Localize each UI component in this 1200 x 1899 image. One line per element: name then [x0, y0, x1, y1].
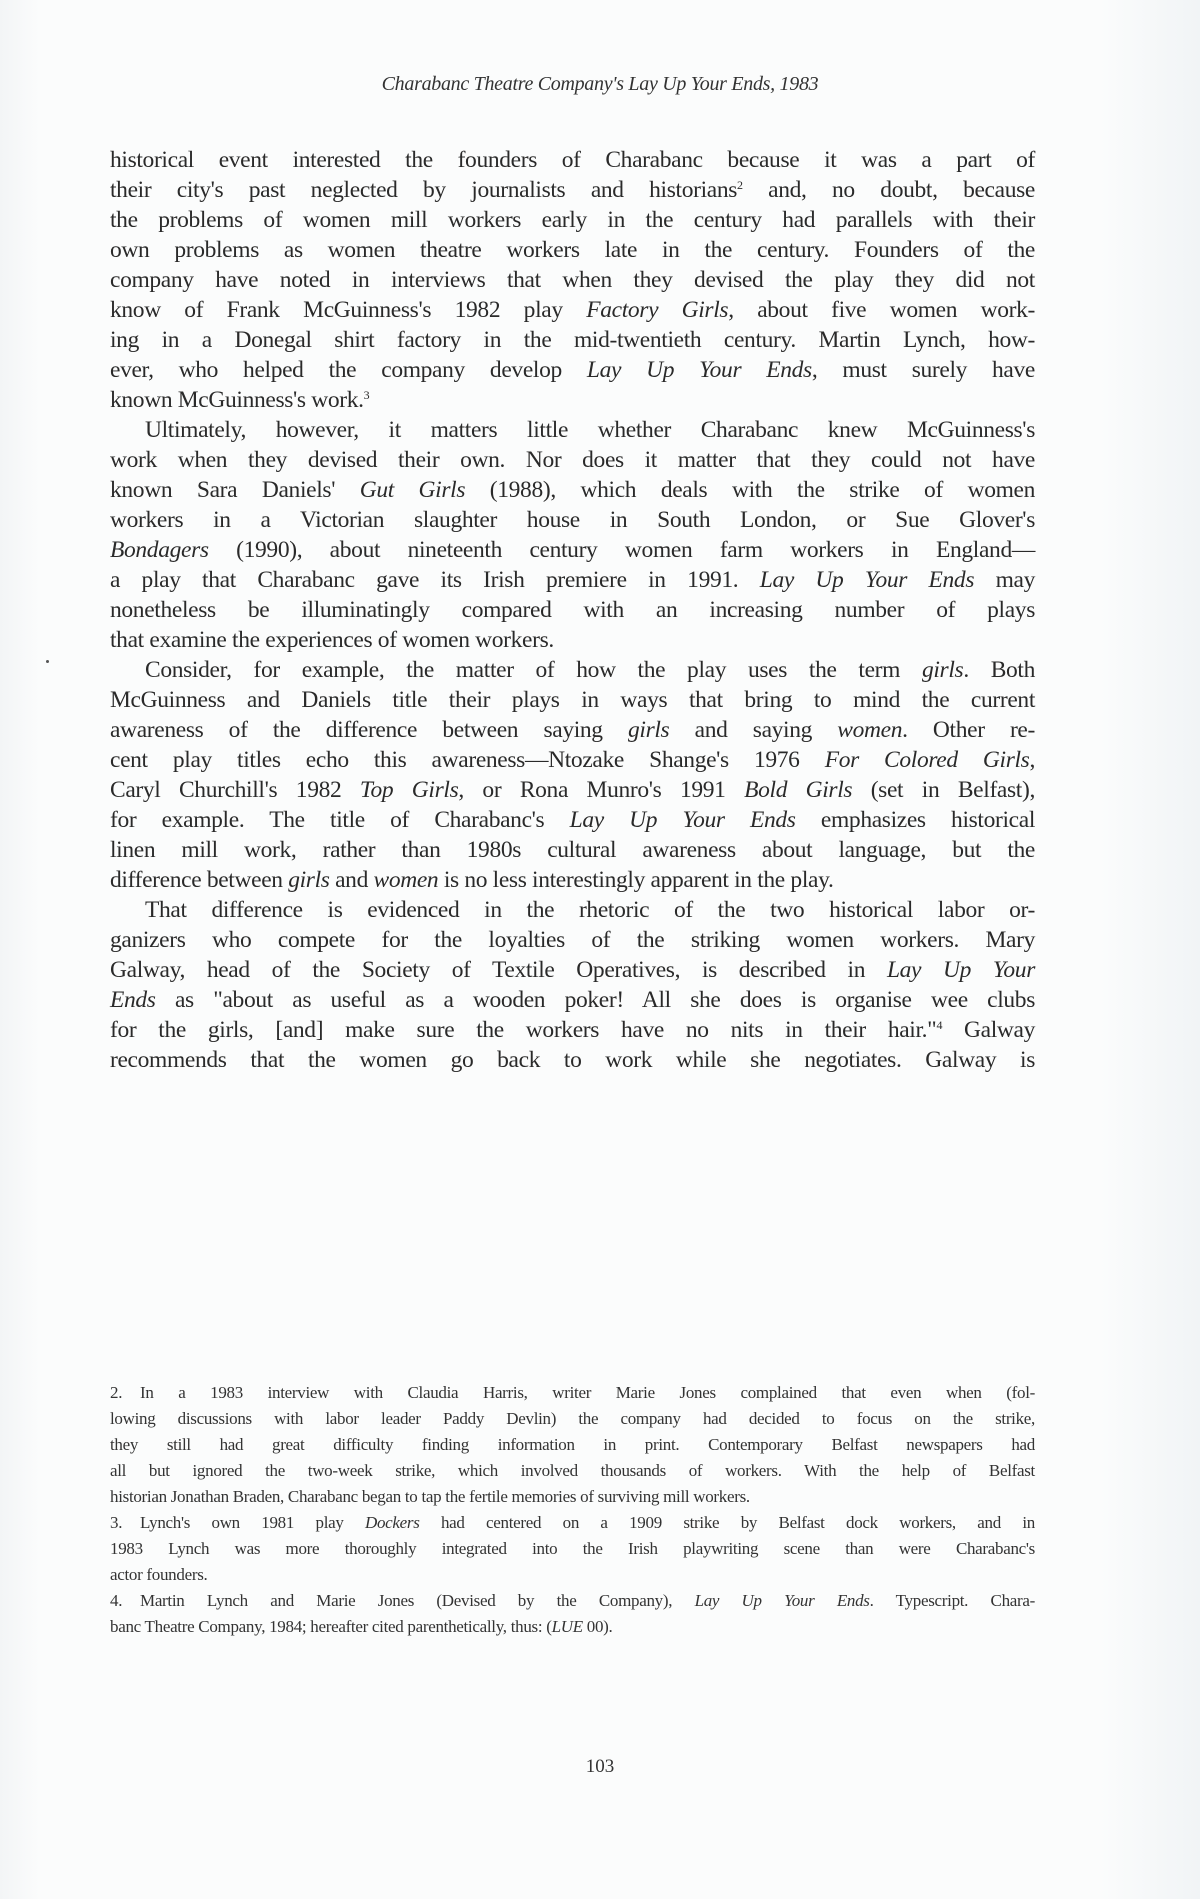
text-run: ever, who helped the company develop: [110, 357, 587, 383]
text-line: [110, 565, 1035, 595]
italic-term: girls: [921, 657, 964, 683]
footnote-line: [110, 1614, 1035, 1640]
text-line: historical event interested the founders of Charabanc because it was a part of: [110, 147, 1035, 173]
text-line: [110, 865, 1035, 895]
footnote-line: actor founders.: [110, 1565, 208, 1584]
stray-ink-mark: [46, 660, 49, 663]
text-line: [110, 355, 1035, 385]
italic-title: Dockers: [365, 1513, 420, 1532]
text-run: , or Rona Munro's 1991: [458, 777, 745, 803]
text-line: linen mill work, rather than 1980s cultural awareness about language, but the: [110, 837, 1035, 863]
text-line: [110, 655, 1035, 685]
text-run: may: [974, 567, 1035, 593]
text-run: awareness of the difference between saying: [110, 717, 628, 743]
text-run: Galway, head of the Society of Textile Operatives, is described in: [110, 957, 887, 983]
text-line: recommends that the women go back to work while she negotiates. Galway is: [110, 1047, 1035, 1073]
italic-title: Lay Up Your Ends: [569, 807, 796, 833]
text-run: In a 1983 interview with Claudia Harris, writer Marie Jones complained that even when (fol-: [140, 1383, 1035, 1402]
italic-title: Factory Girls: [586, 297, 729, 323]
italic-term: women: [837, 717, 903, 743]
footnote-ref-2[interactable]: 2: [737, 178, 743, 192]
text-line: [110, 775, 1035, 805]
page-number: 103: [585, 1756, 615, 1777]
text-run: 00).: [582, 1617, 613, 1636]
paragraph-2: [110, 415, 1035, 655]
footnote-line: all but ignored the two-week strike, which involved thousands of workers. With the help of Belfast: [110, 1461, 1035, 1480]
text-run: and saying: [669, 717, 838, 743]
italic-title: Bondagers: [110, 537, 209, 563]
footnote-number: 4.: [110, 1591, 123, 1610]
footnotes: [110, 1380, 1035, 1640]
text-line: the problems of women mill workers early in the century had parallels with their: [110, 207, 1035, 233]
text-run: Lynch's own 1981 play: [140, 1513, 365, 1532]
text-run: Martin Lynch and Marie Jones (Devised by the Company),: [140, 1591, 695, 1610]
text-line: company have noted in interviews that when they devised the play they did not: [110, 267, 1035, 293]
italic-title: Ends: [110, 987, 156, 1013]
footnote-line: lowing discussions with labor leader Paddy Devlin) the company had decided to focus on the strike,: [110, 1409, 1035, 1428]
footnote-line: [110, 1380, 1035, 1406]
text-run: know of Frank McGuinness's 1982 play: [110, 297, 587, 323]
text-line: [110, 985, 1035, 1015]
text-line: That difference is evidenced in the rhetoric of the two historical labor or-: [145, 897, 1035, 923]
text-line: [110, 955, 1035, 985]
italic-term: women: [373, 867, 439, 893]
text-line: McGuinness and Daniels title their plays in ways that bring to mind the current: [110, 687, 1035, 713]
text-run: (1988), which deals with the strike of women: [465, 477, 1036, 503]
text-line: [110, 745, 1035, 775]
text-run: difference between: [110, 867, 289, 893]
footnote-line: they still had great difficulty finding information in print. Contemporary Belfast newspapers had: [110, 1435, 1035, 1454]
italic-title: Lay Up Your: [886, 957, 1035, 983]
italic-title: Lay Up Your Ends: [586, 357, 812, 383]
text-line: workers in a Victorian slaughter house in South London, or Sue Glover's: [110, 507, 1035, 533]
text-line: [110, 805, 1035, 835]
italic-term: girls: [288, 867, 330, 893]
text-run: . Both: [963, 657, 1035, 683]
italic-title: Lay Up Your Ends: [694, 1591, 870, 1610]
text-line: [110, 1015, 1035, 1045]
footnote-line: 1983 Lynch was more thoroughly integrated into the Irish playwriting scene than were Charabanc's: [110, 1539, 1035, 1558]
footnote-line: [110, 1588, 1035, 1614]
text-line: work when they devised their own. Nor does it matter that they could not have: [110, 447, 1035, 473]
text-run: banc Theatre Company, 1984; hereafter cited parenthetically, thus: (: [110, 1617, 552, 1636]
text-run: ,: [1029, 747, 1035, 773]
text-line: [110, 715, 1035, 745]
text-run: known Sara Daniels': [110, 477, 360, 503]
paragraph-4: [110, 895, 1035, 1075]
italic-title: For Colored Girls: [824, 747, 1030, 773]
text-line: nonetheless be illuminatingly compared with an increasing number of plays: [110, 597, 1035, 623]
text-line: own problems as women theatre workers late in the century. Founders of the: [110, 237, 1035, 263]
text-run: Galway: [942, 1017, 1036, 1043]
text-line: that examine the experiences of women workers.: [110, 627, 554, 653]
italic-title: Top Girls: [359, 777, 459, 803]
paragraph-3: [110, 655, 1035, 895]
footnote-2: [110, 1380, 1035, 1510]
footnote-number: 2.: [110, 1383, 123, 1402]
italic-title: Gut Girls: [359, 477, 466, 503]
text-run: for the girls, [and] make sure the workers have no nits in their hair.": [110, 1017, 937, 1043]
text-run: Consider, for example, the matter of how the play uses the term: [145, 657, 922, 683]
footnote-ref-4[interactable]: 4: [936, 1018, 943, 1032]
text-line: Ultimately, however, it matters little whether Charabanc knew McGuinness's: [145, 417, 1035, 443]
footnote-number: 3.: [110, 1513, 123, 1532]
italic-title: Bold Girls: [744, 777, 853, 803]
text-run: as "about as useful as a wooden poker! All she does is organise wee clubs: [155, 987, 1035, 1013]
text-run: their city's past neglected by journalists and historians: [110, 177, 738, 203]
body-text: [110, 145, 1035, 1075]
text-run: had centered on a 1909 strike by Belfast dock workers, and in: [419, 1513, 1035, 1532]
text-run: (1990), about nineteenth century women farm workers in England—: [208, 537, 1035, 563]
text-line: [110, 295, 1035, 325]
footnote-line: [110, 1510, 1035, 1536]
text-run: Caryl Churchill's 1982: [110, 777, 360, 803]
footnote-ref-3[interactable]: 3: [363, 388, 370, 402]
text-line: [110, 385, 1035, 415]
italic-title: Lay Up Your Ends: [759, 567, 975, 593]
text-line: [110, 175, 1035, 205]
footnote-3: [110, 1510, 1035, 1588]
italic-term: girls: [627, 717, 670, 743]
text-run: and: [329, 867, 374, 893]
text-run: is no less interestingly apparent in the play.: [438, 867, 834, 893]
text-run: . Other re-: [902, 717, 1035, 743]
text-run: a play that Charabanc gave its Irish premiere in 1991.: [110, 567, 760, 593]
text-line: [110, 535, 1035, 565]
text-run: and, no doubt, because: [742, 177, 1035, 203]
text-run: known McGuinness's work.: [110, 387, 364, 413]
text-run: (set in Belfast),: [852, 777, 1035, 803]
italic-abbrev: LUE: [551, 1617, 583, 1636]
text-line: ing in a Donegal shirt factory in the mid-twentieth century. Martin Lynch, how-: [110, 327, 1035, 353]
running-head: Charabanc Theatre Company's Lay Up Your Ends, 1983: [381, 73, 819, 95]
text-run: cent play titles echo this awareness—Ntozake Shange's 1976: [110, 747, 825, 773]
footnote-line: historian Jonathan Braden, Charabanc began to tap the fertile memories of surviving mill workers.: [110, 1487, 750, 1506]
paragraph-1: [110, 145, 1035, 415]
text-line: ganizers who compete for the loyalties of the striking women workers. Mary: [110, 927, 1035, 953]
text-run: , about five women work-: [728, 297, 1035, 323]
text-run: for example. The title of Charabanc's: [110, 807, 570, 833]
text-run: , must surely have: [811, 357, 1035, 383]
text-run: emphasizes historical: [795, 807, 1035, 833]
text-line: [110, 475, 1035, 505]
text-run: . Typescript. Chara-: [869, 1591, 1035, 1610]
footnote-4: [110, 1588, 1035, 1640]
